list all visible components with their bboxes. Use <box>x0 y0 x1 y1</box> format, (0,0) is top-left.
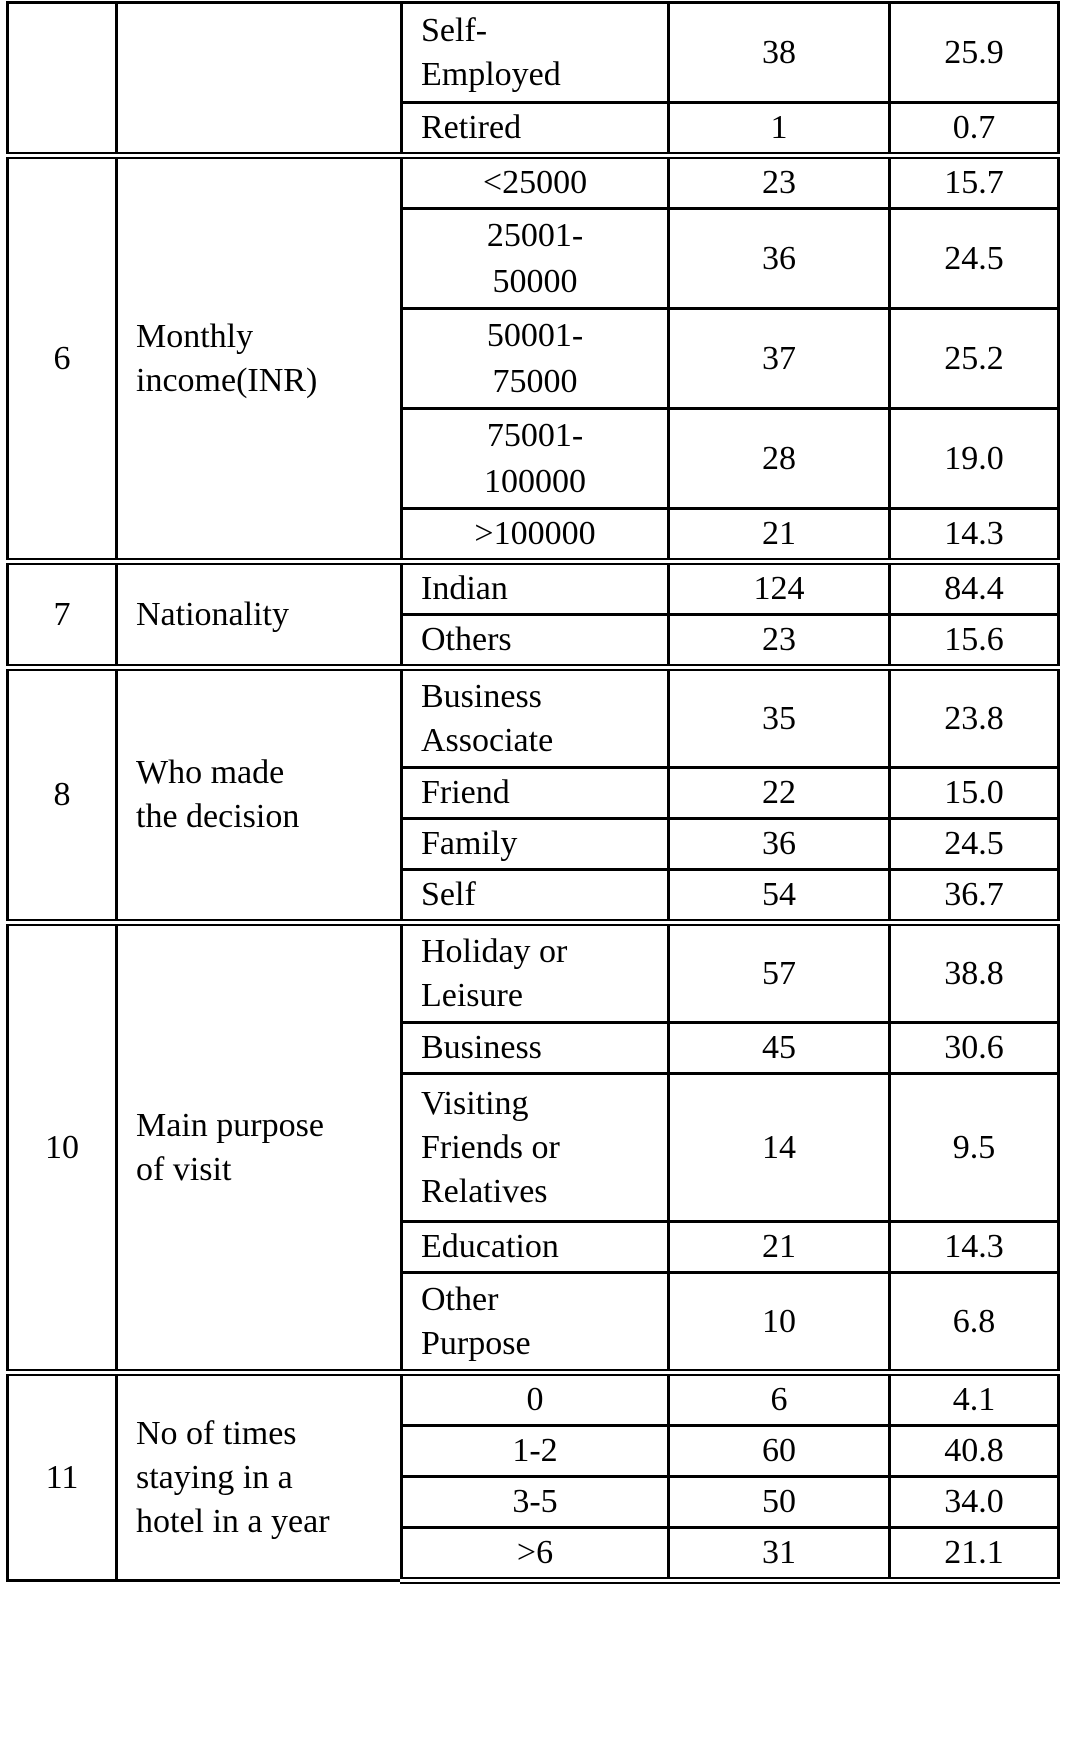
variable-cell: Who made the decision <box>117 668 402 923</box>
category-cell: Business <box>402 1023 669 1074</box>
demographics-table-container <box>6 1 1057 1584</box>
category-cell: 1-2 <box>402 1426 669 1477</box>
percent-cell: 25.9 <box>890 3 1059 103</box>
variable-cell <box>117 3 402 156</box>
item-number-cell <box>8 3 117 156</box>
category-cell: Education <box>402 1222 669 1273</box>
percent-cell: 4.1 <box>890 1373 1059 1426</box>
percent-cell: 9.5 <box>890 1074 1059 1222</box>
percent-cell: 23.8 <box>890 668 1059 768</box>
category-cell: 50001- 75000 <box>402 309 669 409</box>
percent-cell: 24.5 <box>890 819 1059 870</box>
percent-cell: 0.7 <box>890 103 1059 156</box>
frequency-cell: 36 <box>669 209 890 309</box>
frequency-cell: 54 <box>669 870 890 923</box>
table-row <box>8 562 1059 615</box>
frequency-cell: 23 <box>669 156 890 209</box>
percent-cell: 34.0 <box>890 1477 1059 1528</box>
frequency-cell: 28 <box>669 409 890 509</box>
frequency-cell: 45 <box>669 1023 890 1074</box>
frequency-cell: 36 <box>669 819 890 870</box>
category-cell: 3-5 <box>402 1477 669 1528</box>
frequency-cell: 124 <box>669 562 890 615</box>
category-cell: Self <box>402 870 669 923</box>
item-number-cell: 6 <box>8 156 117 562</box>
category-cell: Business Associate <box>402 668 669 768</box>
percent-cell: 15.0 <box>890 768 1059 819</box>
frequency-cell: 31 <box>669 1528 890 1581</box>
category-cell: Friend <box>402 768 669 819</box>
table-row <box>8 156 1059 209</box>
percent-cell: 38.8 <box>890 923 1059 1023</box>
percent-cell: 84.4 <box>890 562 1059 615</box>
percent-cell: 19.0 <box>890 409 1059 509</box>
frequency-cell: 50 <box>669 1477 890 1528</box>
percent-cell: 21.1 <box>890 1528 1059 1581</box>
percent-cell: 40.8 <box>890 1426 1059 1477</box>
category-cell: <25000 <box>402 156 669 209</box>
frequency-cell: 35 <box>669 668 890 768</box>
item-number-cell: 7 <box>8 562 117 668</box>
frequency-cell: 14 <box>669 1074 890 1222</box>
frequency-cell: 22 <box>669 768 890 819</box>
frequency-cell: 21 <box>669 509 890 562</box>
category-cell: Other Purpose <box>402 1273 669 1373</box>
frequency-cell: 10 <box>669 1273 890 1373</box>
category-cell: 25001- 50000 <box>402 209 669 309</box>
item-number-cell: 8 <box>8 668 117 923</box>
variable-cell: Main purpose of visit <box>117 923 402 1373</box>
category-cell: Self- Employed <box>402 3 669 103</box>
frequency-cell: 57 <box>669 923 890 1023</box>
frequency-cell: 21 <box>669 1222 890 1273</box>
category-cell: >6 <box>402 1528 669 1581</box>
frequency-cell: 6 <box>669 1373 890 1426</box>
frequency-cell: 60 <box>669 1426 890 1477</box>
percent-cell: 36.7 <box>890 870 1059 923</box>
frequency-cell: 23 <box>669 615 890 668</box>
category-cell: Holiday or Leisure <box>402 923 669 1023</box>
item-number-cell: 10 <box>8 923 117 1373</box>
category-cell: Visiting Friends or Relatives <box>402 1074 669 1222</box>
category-cell: 0 <box>402 1373 669 1426</box>
percent-cell: 15.7 <box>890 156 1059 209</box>
variable-cell: Nationality <box>117 562 402 668</box>
category-cell: Family <box>402 819 669 870</box>
frequency-cell: 37 <box>669 309 890 409</box>
frequency-cell: 38 <box>669 3 890 103</box>
category-cell: 75001- 100000 <box>402 409 669 509</box>
category-cell: Retired <box>402 103 669 156</box>
variable-cell: No of times staying in a hotel in a year <box>117 1373 402 1581</box>
table-row <box>8 3 1059 103</box>
variable-cell: Monthly income(INR) <box>117 156 402 562</box>
category-cell: Indian <box>402 562 669 615</box>
item-number-cell: 11 <box>8 1373 117 1581</box>
percent-cell: 30.6 <box>890 1023 1059 1074</box>
demographics-table <box>6 1 1060 1584</box>
percent-cell: 14.3 <box>890 1222 1059 1273</box>
percent-cell: 25.2 <box>890 309 1059 409</box>
percent-cell: 6.8 <box>890 1273 1059 1373</box>
table-row <box>8 1373 1059 1426</box>
table-row <box>8 668 1059 768</box>
table-row <box>8 923 1059 1023</box>
percent-cell: 14.3 <box>890 509 1059 562</box>
category-cell: >100000 <box>402 509 669 562</box>
percent-cell: 15.6 <box>890 615 1059 668</box>
category-cell: Others <box>402 615 669 668</box>
frequency-cell: 1 <box>669 103 890 156</box>
percent-cell: 24.5 <box>890 209 1059 309</box>
